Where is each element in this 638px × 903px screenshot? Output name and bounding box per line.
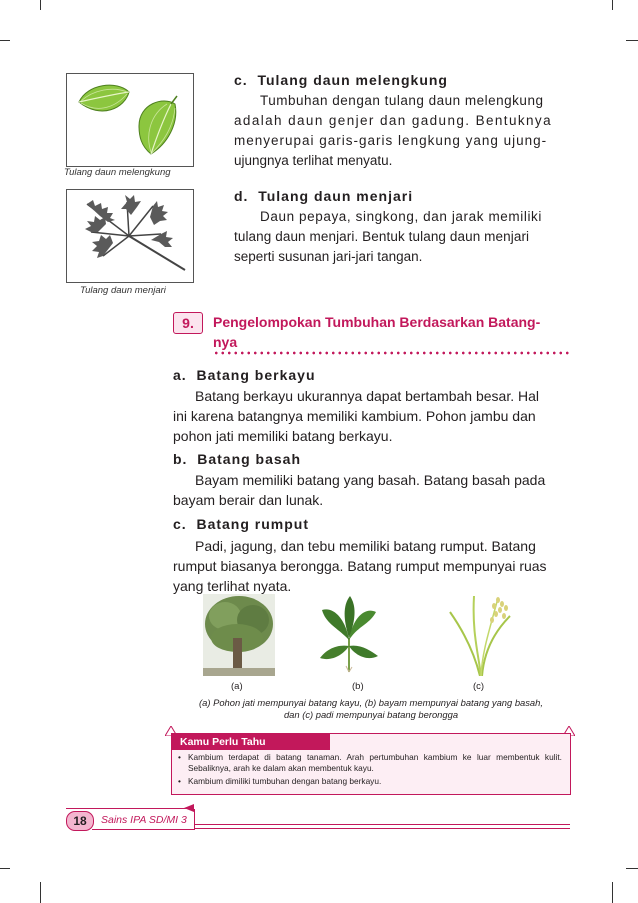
- crop-mark: [0, 40, 10, 41]
- text-line: Batang berkayu ukurannya dapat bertambah besar. Hal: [195, 388, 540, 404]
- info-box: [171, 733, 571, 795]
- footer-rule: [194, 824, 570, 825]
- footer-bottom-rule: [92, 829, 194, 830]
- book-title: Sains IPA SD/MI 3: [101, 814, 187, 826]
- subheading: d. Tulang daun menjari: [234, 188, 414, 204]
- section-title-line: nya: [213, 334, 238, 350]
- info-item: • Kambium terdapat di batang tanaman. Arah pertumbuhan kambium ke luar membentuk kulit. Sebaliknya, arah ke dalam akan membentuk kayu.: [178, 752, 562, 774]
- crop-mark: [626, 868, 638, 869]
- crop-mark: [40, 0, 41, 10]
- text-line: Padi, jagung, dan tebu memiliki batang rumput. Batang: [195, 538, 536, 554]
- curved-vein-leaf-illustration: [67, 74, 193, 166]
- rice-plant-photo: [444, 592, 518, 676]
- subheading: c. Tulang daun melengkung: [234, 72, 448, 88]
- section-title-line: Pengelompokan Tumbuhan Berdasarkan Batang-: [213, 314, 541, 330]
- figure-leaf-curved: [66, 73, 194, 167]
- crop-mark: [612, 0, 613, 10]
- paragraph: [234, 207, 570, 267]
- footer-rule: [194, 828, 570, 829]
- text-line: menyerupai garis-garis lengkung yang ujung-: [234, 133, 548, 148]
- photo-label: (a): [231, 681, 243, 692]
- text-line: pohon jati memiliki batang berkayu.: [173, 428, 393, 444]
- caption-line: (a) Pohon jati mempunyai batang kayu, (b) bayam mempunyai batang yang basah,: [199, 697, 543, 708]
- paragraph: [173, 536, 571, 596]
- info-item: • Kambium dimiliki tumbuhan dengan batang berkayu.: [178, 776, 562, 787]
- paragraph: [234, 91, 570, 171]
- arrow-marker-icon: [184, 804, 194, 812]
- caption-line: dan (c) padi mempunyai batang berongga: [283, 709, 459, 720]
- text-line: ini karena batangnya memiliki kambium. Pohon jambu dan: [173, 408, 536, 424]
- crop-mark: [40, 882, 41, 903]
- figure-caption: Tulang daun menjari: [80, 285, 166, 296]
- text-line: rumput biasanya berongga. Batang rumput mempunyai ruas: [173, 558, 547, 574]
- info-list: [178, 752, 562, 787]
- teak-tree-photo: [203, 594, 275, 676]
- text-line: Tumbuhan dengan tulang daun melengkung: [260, 93, 544, 108]
- dotted-divider: [213, 351, 570, 355]
- photo-caption: [172, 697, 570, 721]
- subheading: b. Batang basah: [173, 451, 302, 467]
- crop-mark: [612, 882, 613, 903]
- text-line: adalah daun genjer dan gadung. Bentuknya: [234, 113, 552, 128]
- page-number: 18: [66, 811, 94, 831]
- info-box-title: Kamu Perlu Tahu: [172, 734, 330, 750]
- text-line: Bayam memiliki batang yang basah. Batang basah pada: [195, 472, 546, 488]
- footer-vertical-rule: [194, 809, 195, 830]
- text-line: seperti susunan jari-jari tangan.: [234, 249, 423, 264]
- photo-label: (b): [352, 681, 364, 692]
- spinach-plant-photo: [318, 594, 380, 674]
- section-title: [213, 312, 573, 352]
- text-line: tulang daun menjari. Bentuk tulang daun menjari: [234, 229, 530, 244]
- text-line: yang terlihat nyata.: [173, 578, 292, 594]
- text-line: Daun pepaya, singkong, dan jarak memiliki: [260, 209, 542, 224]
- crop-mark: [626, 40, 638, 41]
- section-number: 9.: [173, 312, 203, 334]
- footer-top-rule: [66, 808, 190, 809]
- subheading: a. Batang berkayu: [173, 367, 316, 383]
- text-line: ujungnya terlihat menyatu.: [234, 153, 393, 168]
- figure-caption: Tulang daun melengkung: [64, 167, 171, 178]
- text-line: bayam berair dan lunak.: [173, 492, 324, 508]
- palmate-leaf-illustration: [67, 190, 193, 282]
- photo-label: (c): [473, 681, 485, 692]
- subheading: c. Batang rumput: [173, 516, 310, 532]
- figure-leaf-palmate: [66, 189, 194, 283]
- paragraph: [173, 386, 571, 446]
- crop-mark: [0, 868, 10, 869]
- paragraph: [173, 470, 571, 510]
